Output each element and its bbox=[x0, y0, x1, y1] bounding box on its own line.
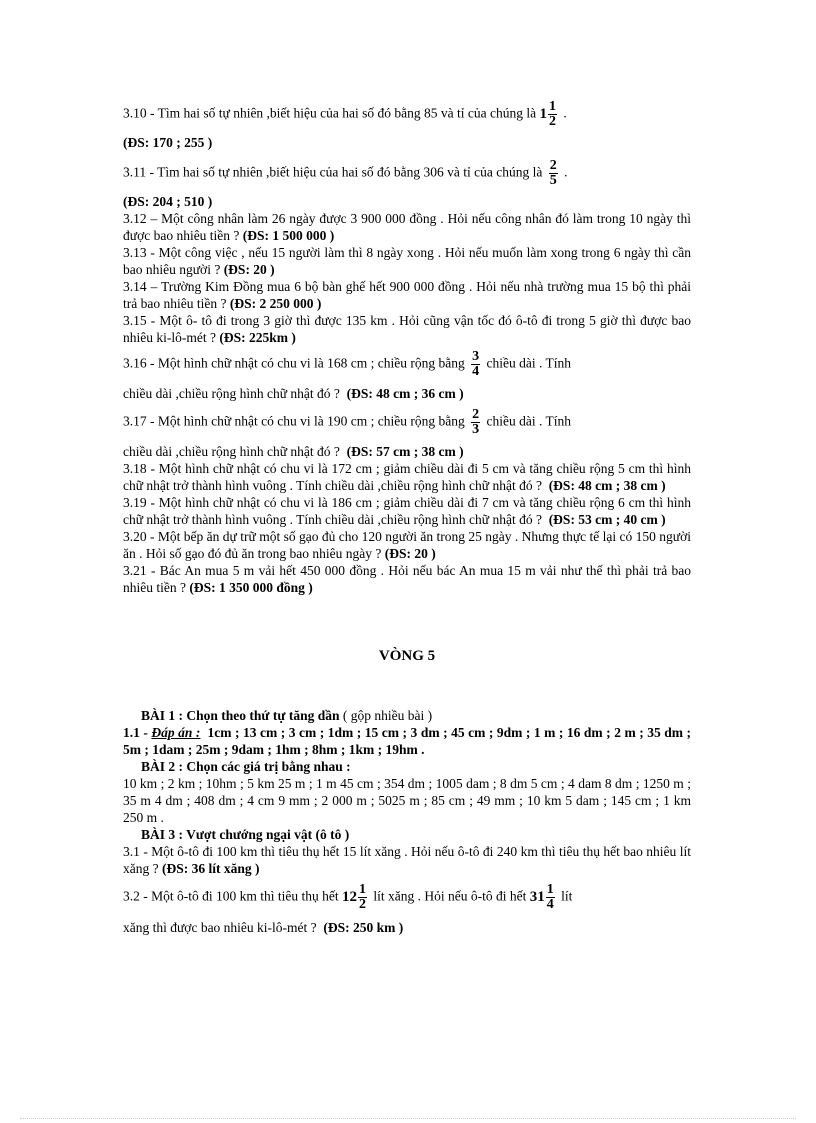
fraction-numerator: 1 bbox=[548, 98, 556, 114]
bai3-title: BÀI 3 : Vượt chướng ngại vật (ô tô ) bbox=[141, 827, 350, 842]
answer-3-11: (ĐS: 204 ; 510 ) bbox=[123, 194, 213, 209]
answer: (ĐS: 57 cm ; 38 cm ) bbox=[346, 444, 464, 459]
problem-3-2: 3.2 - Một ô-tô đi 100 km thì tiêu thụ hết 12 $\frac{1}{2}$ lít xăng . Hỏi nếu ô-tô đi hết 31 $\frac{1}{4}$ lít bbox=[123, 881, 573, 912]
fraction-denominator: 2 bbox=[359, 896, 366, 912]
problem-3-21: 3.21 - Bác An mua 5 m vải hết 450 000 đồng . Hỏi nếu bác An mua 15 m vải như thế thì phải trả bao nhiêu tiền ? (ĐS: 1 350 000 đồng ) bbox=[123, 563, 691, 595]
fraction-denominator: 4 bbox=[546, 896, 554, 912]
fraction-numerator: 3 bbox=[472, 348, 480, 364]
fraction bbox=[471, 350, 480, 379]
problem-3-17-line2: chiều dài ,chiều rộng hình chữ nhật đó ? (ĐS: 57 cm ; 38 cm ) bbox=[123, 444, 464, 459]
problem-3-14: 3.14 – Trường Kim Đồng mua 6 bộ bàn ghế hết 900 000 đồng . Hỏi nếu nhà trường mua 15 bộ thì phải trả bao nhiêu tiền ? (ĐS: 2 250 000 ) bbox=[123, 279, 691, 311]
bai2-title: BÀI 2 : Chọn các giá trị bằng nhau : bbox=[141, 759, 351, 774]
problem-tail: . bbox=[563, 105, 567, 121]
answer: (ĐS: 20 ) bbox=[384, 546, 436, 561]
answer: (ĐS: 250 km ) bbox=[323, 920, 404, 935]
fraction bbox=[549, 159, 558, 188]
answer: (ĐS: 48 cm ; 36 cm ) bbox=[346, 386, 464, 401]
problem-3-17: 3.17 - Một hình chữ nhật có chu vi là 190 cm ; chiều rộng bằng $\frac{2}{3}$ chiều dài . Tính bbox=[123, 406, 571, 437]
fraction-denominator: 5 bbox=[549, 172, 557, 188]
fraction bbox=[548, 100, 557, 129]
answer: (ĐS: 53 cm ; 40 cm ) bbox=[548, 512, 666, 527]
answer: (ĐS: 2 250 000 ) bbox=[229, 296, 322, 311]
problem-3-13: 3.13 - Một công việc , nếu 15 người làm thì 8 ngày xong . Hỏi nếu muốn làm xong trong 6 ngày thì cần bao nhiêu người ? (ĐS: 20 ) bbox=[123, 245, 691, 277]
fraction-denominator: 3 bbox=[472, 421, 480, 437]
fraction bbox=[471, 408, 480, 437]
section-heading: VÒNG 5 bbox=[378, 648, 436, 664]
problem-3-15: 3.15 - Một ô- tô đi trong 3 giờ thì được 135 km . Hỏi cũng vận tốc đó ô-tô đi trong 5 giờ thì được bao nhiêu ki-lô-mét ? (ĐS: 225km ) bbox=[123, 313, 691, 345]
fraction-numerator: 1 bbox=[359, 881, 366, 897]
problem-3-16-line2: chiều dài ,chiều rộng hình chữ nhật đó ? (ĐS: 48 cm ; 36 cm ) bbox=[123, 386, 464, 401]
problem-text: 3.11 - Tìm hai số tự nhiên ,biết hiệu của hai số đó bằng 306 và tỉ của chúng là bbox=[123, 164, 543, 180]
mixed-fraction: 12 $\frac{1}{2}$ bbox=[342, 881, 366, 912]
fraction-numerator: 2 bbox=[472, 406, 480, 422]
problem-3-19: 3.19 - Một hình chữ nhật có chu vi là 186 cm ; giảm chiều dài đi 7 cm và tăng chiều rộng 6 cm thì hình chữ nhật trở thành hình vuông . Tính chiều dài ,chiều rộng hình chữ nhật đó ? (ĐS: 53 cm ; 40 cm ) bbox=[123, 495, 691, 527]
answer-3-10: (ĐS: 170 ; 255 ) bbox=[123, 135, 213, 150]
bai2-list: 10 km ; 2 km ; 10hm ; 5 km 25 m ; 1 m 45 cm ; 354 dm ; 1005 dam ; 8 dm 5 cm ; 4 dam 8 dm ; 1250 m ; 35 m 4 dm ; 408 dm ; 4 cm 9 mm ; 2 000 m ; 5025 m ; 85 cm ; 49 mm ; 10 km 5 dam ; 145 cm ; 1 km 250 m . bbox=[123, 776, 691, 825]
problem-3-16: 3.16 - Một hình chữ nhật có chu vi là 168 cm ; chiều rộng bằng $\frac{3}{4}$ chiều dài . Tính bbox=[123, 348, 571, 379]
fraction-denominator: 2 bbox=[548, 113, 556, 129]
page-bottom-divider bbox=[20, 1118, 796, 1119]
problem-tail: . bbox=[564, 164, 568, 180]
problem-3-12: 3.12 – Một công nhân làm 26 ngày được 3 900 000 đồng . Hỏi nếu công nhân đó làm trong 10 ngày thì được bao nhiêu tiền ? (ĐS: 1 500 000 ) bbox=[123, 211, 691, 243]
fraction-numerator: 2 bbox=[549, 157, 557, 173]
fraction-numerator: 1 bbox=[546, 881, 554, 897]
answer: (ĐS: 48 cm ; 38 cm ) bbox=[548, 478, 666, 493]
problem-3-1: 3.1 - Một ô-tô đi 100 km thì tiêu thụ hết 15 lít xăng . Hỏi nếu ô-tô đi 240 km thì tiêu thụ hết bao nhiêu lít xăng ? (ĐS: 36 lít xăng ) bbox=[123, 844, 691, 876]
problem-3-10 bbox=[123, 96, 691, 132]
fraction-denominator: 4 bbox=[472, 363, 480, 379]
bai1-title: BÀI 1 : Chọn theo thứ tự tăng dần ( gộp nhiều bài ) bbox=[141, 708, 433, 723]
fraction bbox=[358, 883, 367, 912]
answer: (ĐS: 1 500 000 ) bbox=[242, 228, 335, 243]
fraction-whole: 1 bbox=[539, 105, 547, 122]
dap-an-label: Đáp án : bbox=[151, 725, 201, 740]
document-page bbox=[123, 96, 691, 936]
problem-3-2-line2: xăng thì được bao nhiêu ki-lô-mét ? (ĐS: 250 km ) bbox=[123, 920, 404, 935]
problem-3-11 bbox=[123, 155, 691, 191]
answer: (ĐS: 1 350 000 đồng ) bbox=[189, 580, 313, 595]
fraction bbox=[546, 883, 555, 912]
answer: (ĐS: 225km ) bbox=[219, 330, 296, 345]
mixed-fraction: 31 $\frac{1}{4}$ bbox=[529, 881, 554, 912]
problem-3-18: 3.18 - Một hình chữ nhật có chu vi là 172 cm ; giảm chiều dài đi 5 cm và tăng chiều rộng 5 cm thì hình chữ nhật trở thành hình vuông . Tính chiều dài ,chiều rộng hình chữ nhật đó ? (ĐS: 48 cm ; 38 cm ) bbox=[123, 461, 691, 493]
bai1-answer-list: 1.1 - Đáp án : 1cm ; 13 cm ; 3 cm ; 1dm ; 15 cm ; 3 dm ; 45 cm ; 9dm ; 1 m ; 16 dm ; 2 m ; 35 dm ; 5m ; 1dam ; 25m ; 9dam ; 1hm ; 8hm ; 1km ; 19hm . bbox=[123, 725, 691, 757]
answer: (ĐS: 20 ) bbox=[223, 262, 275, 277]
answer: (ĐS: 36 lít xăng ) bbox=[161, 861, 260, 876]
mixed-fraction bbox=[539, 100, 560, 129]
problem-text: 3.10 - Tìm hai số tự nhiên ,biết hiệu của hai số đó bằng 85 và tỉ của chúng là bbox=[123, 105, 537, 121]
problem-3-20: 3.20 - Một bếp ăn dự trữ một số gạo đủ cho 120 người ăn trong 25 ngày . Nhưng thực tế lại có 150 người ăn . Hỏi số gạo đó đủ ăn trong bao nhiêu ngày ? (ĐS: 20 ) bbox=[123, 529, 691, 561]
